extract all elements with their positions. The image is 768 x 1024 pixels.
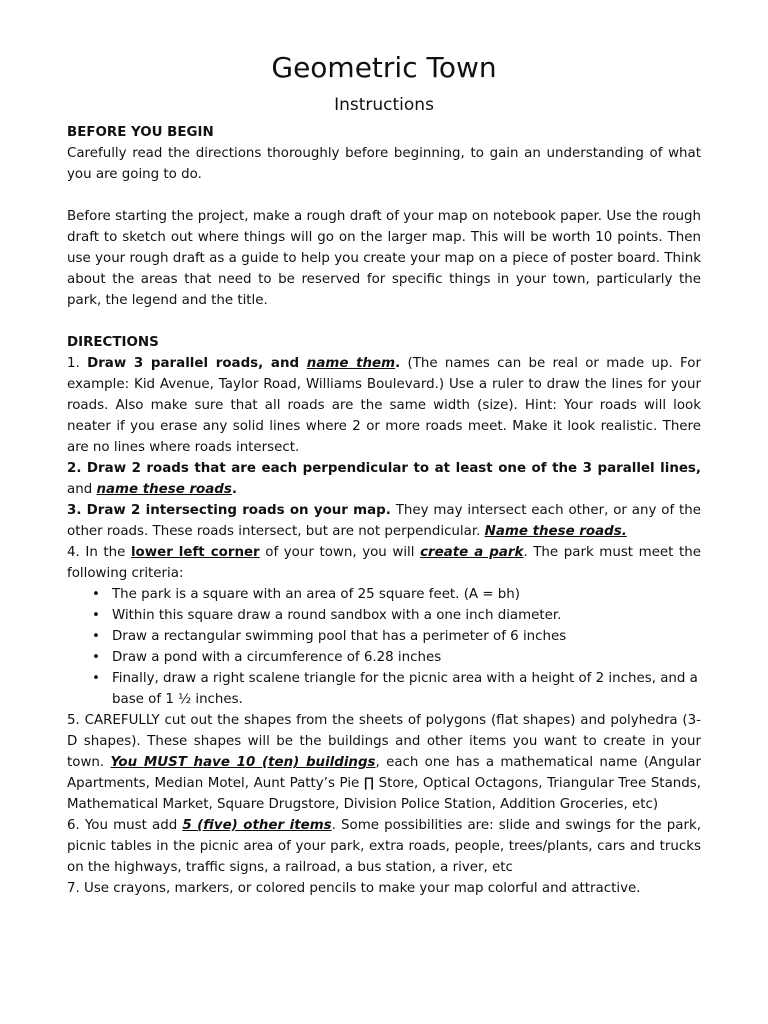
direction-item-2 bbox=[67, 458, 701, 500]
item-number: 1. bbox=[67, 356, 88, 371]
item-bold-text: 3. Draw 2 intersecting roads on your map. bbox=[67, 503, 391, 518]
direction-item-6 bbox=[67, 815, 701, 878]
directions-heading: DIRECTIONS bbox=[67, 335, 159, 350]
list-item: • Within this square draw a round sandbox with a one inch diameter. bbox=[112, 605, 701, 626]
item-emphasis: 5 (five) other items bbox=[182, 818, 332, 833]
direction-item-7: 7. Use crayons, markers, or colored pencils to make your map colorful and attractive. bbox=[67, 881, 641, 896]
item-emphasis: You MUST have 10 (ten) buildings bbox=[110, 755, 376, 770]
item-emphasis: name them bbox=[306, 356, 396, 371]
list-item: • Draw a rectangular swimming pool that has a perimeter of 6 inches bbox=[112, 626, 701, 647]
direction-item-3 bbox=[67, 500, 701, 542]
item-bold-text: Draw 3 parallel roads, and bbox=[87, 356, 307, 371]
list-item: • The park is a square with an area of 25 square feet. (A = bh) bbox=[112, 584, 701, 605]
item-text: (The names can be real or made up. For example: Kid Avenue, Taylor Road, Williams Boulevard.) Use a ruler to draw the lines for your roads. Also make sure that all roads are the same width (size). Hint: Your roads will look neater if you erase any solid lines where 2 or more roads meet. Make it look realistic. There are no lines where roads intersect. bbox=[67, 356, 701, 455]
park-criteria-list bbox=[67, 584, 701, 710]
item-text: , each one has a mathematical name (Angular Apartments, Median Motel, Aunt Patty’s Pie ∏ Store, Optical Octagons, Triangular Tree Stands, Mathematical Market, Square Drugstore, Division Police Station, Addition Groceries, etc) bbox=[67, 755, 701, 812]
item-text: of your town, you will bbox=[259, 545, 421, 560]
before-heading: BEFORE YOU BEGIN bbox=[67, 125, 214, 140]
item-text: 5. CAREFULLY cut out the shapes from the sheets of polygons (flat shapes) and polyhedra (3-D shapes). These shapes will be the buildings and other items you want to create in your town. bbox=[67, 713, 701, 770]
item-text: They may intersect each other, or any of the other roads. These roads intersect, but are not perpendicular. bbox=[67, 503, 701, 539]
item-text: . Some possibilities are: slide and swings for the park, picnic tables in the picnic area of your park, extra roads, people, trees/plants, cars and trucks on the highways, traffic signs, a railroad, a bus station, a river, etc bbox=[67, 818, 701, 875]
paragraph-gap bbox=[67, 185, 701, 206]
direction-item-1 bbox=[67, 353, 701, 458]
document-page bbox=[67, 50, 701, 899]
item-bold-text: . bbox=[395, 356, 401, 371]
list-item: • Draw a pond with a circumference of 6.28 inches bbox=[112, 647, 701, 668]
list-item: • Finally, draw a right scalene triangle for the picnic area with a height of 2 inches, and a base of 1 ½ inches. bbox=[112, 668, 701, 710]
paragraph-gap bbox=[67, 311, 701, 332]
item-text: 6. You must add bbox=[67, 818, 183, 833]
page-title: Geometric Town bbox=[271, 51, 497, 84]
item-bold-text: 2. Draw 2 roads that are each perpendicular to at least one of the 3 parallel lines, bbox=[67, 461, 701, 476]
item-emphasis: Name these roads. bbox=[484, 524, 627, 539]
item-emphasis: create a park bbox=[420, 545, 524, 560]
before-paragraph-2: Before starting the project, make a rough draft of your map on notebook paper. Use the rough draft to sketch out where things will go on the larger map. This will be worth 10 points. Then use your rough draft as a guide to help you create your map on a piece of poster board. Think about the areas that need to be reserved for specific things in your town, particularly the park, the legend and the title. bbox=[67, 209, 701, 308]
page-subtitle: Instructions bbox=[334, 95, 434, 115]
item-emphasis: name these roads bbox=[96, 482, 232, 497]
item-bold-text: . bbox=[231, 482, 237, 497]
document-body bbox=[67, 122, 701, 899]
item-text: . The park must meet the following criteria: bbox=[67, 545, 701, 581]
direction-item-4 bbox=[67, 542, 701, 584]
direction-item-5 bbox=[67, 710, 701, 815]
item-underlined-text: lower left corner bbox=[130, 545, 260, 560]
item-text: 4. In the bbox=[67, 545, 131, 560]
item-text: and bbox=[67, 482, 97, 497]
before-paragraph-1: Carefully read the directions thoroughly before beginning, to gain an understanding of what you are going to do. bbox=[67, 146, 701, 182]
